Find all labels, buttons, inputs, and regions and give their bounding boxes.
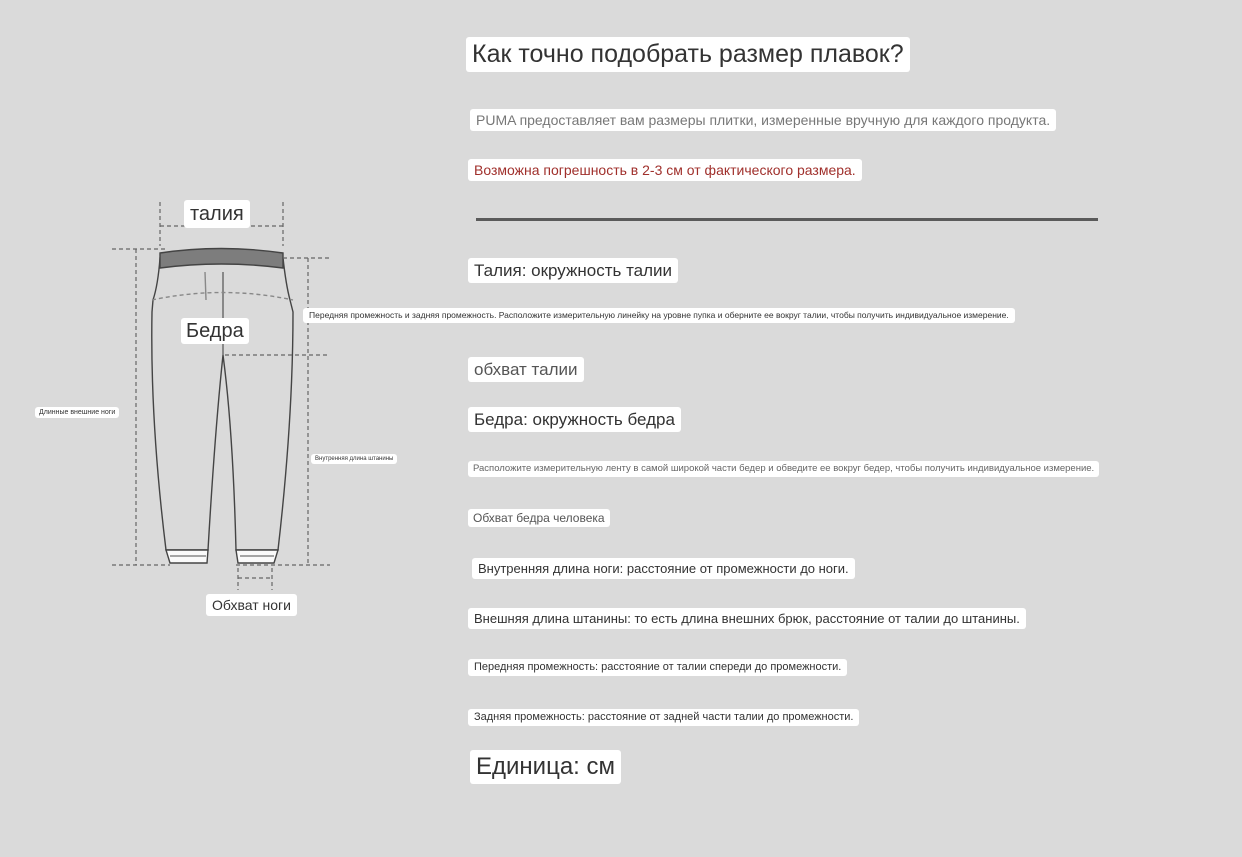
outseam-text: Внешняя длина штанины: то есть длина внешних брюк, расстояние от талии до штанины.: [468, 608, 1026, 629]
front-rise-text: Передняя промежность: расстояние от талии спереди до промежности.: [468, 659, 847, 676]
page-title: Как точно подобрать размер плавок?: [466, 37, 910, 72]
divider: [476, 218, 1098, 221]
hip-caption: Обхват бедра человека: [468, 509, 610, 527]
leg-opening-label: Обхват ноги: [206, 594, 297, 616]
waist-label: талия: [184, 200, 250, 228]
waist-heading: Талия: окружность талии: [468, 258, 678, 283]
rise-label: Передняя промежность и задняя промежность. Расположите измерительную линейку на уровне пупка и оберните ее вокруг талии, чтобы получить индивидуальное измерение.: [303, 308, 1015, 323]
hip-instruction: Расположите измерительную ленту в самой широкой части бедер и обведите ее вокруг бедер, чтобы получить индивидуальное измерение.: [468, 461, 1099, 477]
hip-label: Бедра: [181, 318, 249, 344]
back-rise-text: Задняя промежность: расстояние от задней части талии до промежности.: [468, 709, 859, 726]
inner-leg-label: Внутренняя длина штанины: [311, 454, 397, 464]
intro-text: PUMA предоставляет вам размеры плитки, измеренные вручную для каждого продукта.: [470, 109, 1056, 131]
error-warning: Возможна погрешность в 2-3 см от фактического размера.: [468, 159, 862, 181]
waist-caption: обхват талии: [468, 357, 584, 382]
inseam-text: Внутренняя длина ноги: расстояние от промежности до ноги.: [472, 558, 855, 579]
outer-leg-label: Длинные внешние ноги: [35, 407, 119, 418]
waistband: [160, 249, 283, 269]
unit-label: Единица: см: [470, 750, 621, 784]
hip-heading: Бедра: окружность бедра: [468, 407, 681, 432]
